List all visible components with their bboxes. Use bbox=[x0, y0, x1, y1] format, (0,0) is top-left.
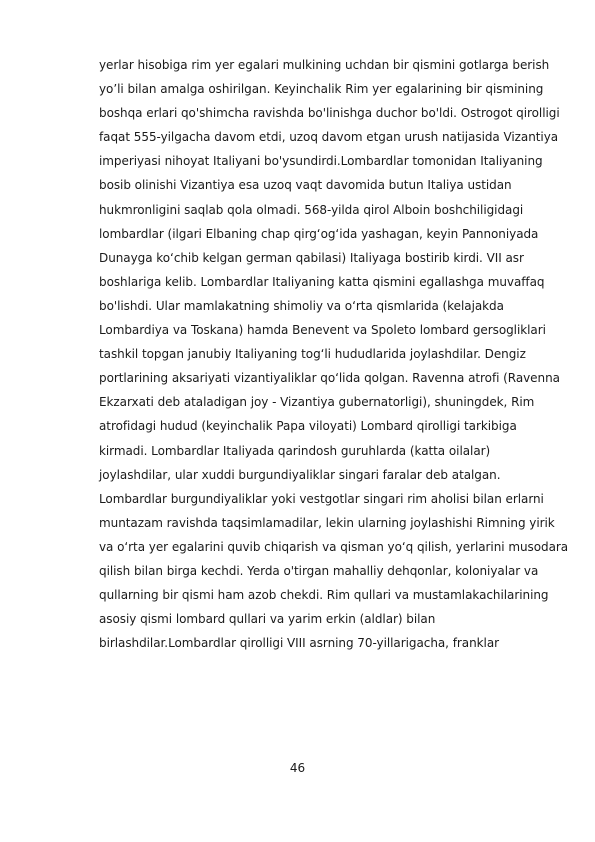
body-text bbox=[99, 53, 595, 655]
text-line: boshqa erlari qo'shimcha ravishda bo'linishga duchor bo'ldi. Ostrogot qirolligi bbox=[99, 106, 560, 121]
text-line: Dunayga ko‘chib kelgan german qabilasi) Italiyaga bostirib kirdi. VII asr bbox=[99, 250, 524, 265]
text-line: Lombardiya va Toskana) hamda Benevent va Spoleto lombard gersogliklari bbox=[99, 323, 546, 338]
text-line: va o‘rta yer egalarini quvib chiqarish va qisman yo‘q qilish, yerlarini musodara bbox=[99, 539, 569, 554]
text-line: hukmronligini saqlab qola olmadi. 568-yilda qirol Alboin boshchiligidagi bbox=[99, 202, 524, 217]
text-line: asosiy qismi lombard qullari va yarim erkin (aldlar) bilan bbox=[99, 612, 436, 627]
text-line: qilish bilan birga kechdi. Yerda o'tirgan mahalliy dehqonlar, koloniyalar va bbox=[99, 563, 539, 578]
text-line: tashkil topgan janubiy Italiyaning tog‘li hududlarida joylashdilar. Dengiz bbox=[99, 347, 526, 362]
text-line: yerlar hisobiga rim yer egalari mulkining uchdan bir qismini gotlarga berish bbox=[99, 58, 550, 72]
text-line: lombardlar (ilgari Elbaning chap qirg‘og‘ida yashagan, keyin Pannoniyada bbox=[99, 226, 539, 241]
text-line: boshlariga kelib. Lombardlar Italiyaning katta qismini egallashga muvaffaq bbox=[99, 274, 545, 289]
text-line: kirmadi. Lombardlar Italiyada qarindosh guruhlarda (katta oilalar) bbox=[99, 443, 491, 458]
text-line: yo’li bilan amalga oshirilgan. Keyinchalik Rim yer egalarining bir qismining bbox=[99, 82, 544, 97]
text-line: imperiyasi nihoyat Italiyani bo'ysundirdi.Lombardlar tomonidan Italiyaning bbox=[99, 154, 543, 169]
text-line: bo'lishdi. Ular mamlakatning shimoliy va o‘rta qismlarida (kelajakda bbox=[99, 298, 504, 313]
text-line: Ekzarxati deb ataladigan joy - Vizantiya gubernatorligi), shuningdek, Rim bbox=[99, 395, 535, 410]
text-line: bosib olinishi Vizantiya esa uzoq vaqt davomida butun Italiya ustidan bbox=[99, 178, 512, 193]
text-line: faqat 555-yilgacha davom etdi, uzoq davom etgan urush natijasida Vizantiya bbox=[99, 130, 559, 145]
text-line: joylashdilar, ular xuddi burgundiyaliklar singari faralar deb atalgan. bbox=[99, 467, 501, 482]
text-line: Lombardlar burgundiyaliklar yoki vestgotlar singari rim aholisi bilan erlarni bbox=[99, 491, 544, 506]
page-number: 46 bbox=[289, 761, 306, 775]
text-line: birlashdilar.Lombardlar qirolligi VIII asrning 70-yillarigacha, franklar bbox=[99, 636, 500, 651]
text-line: atrofidagi hudud (keyinchalik Papa viloyati) Lombard qirolligi tarkibiga bbox=[99, 419, 517, 434]
text-line: portlarining aksariyati vizantiyaliklar qo‘lida qolgan. Ravenna atrofi (Ravenna bbox=[99, 371, 560, 386]
text-line: muntazam ravishda taqsimlamadilar, lekin ularning joylashishi Rimning yirik bbox=[99, 515, 555, 530]
text-line: qullarning bir qismi ham azob chekdi. Rim qullari va mustamlakachilarining bbox=[99, 588, 549, 603]
